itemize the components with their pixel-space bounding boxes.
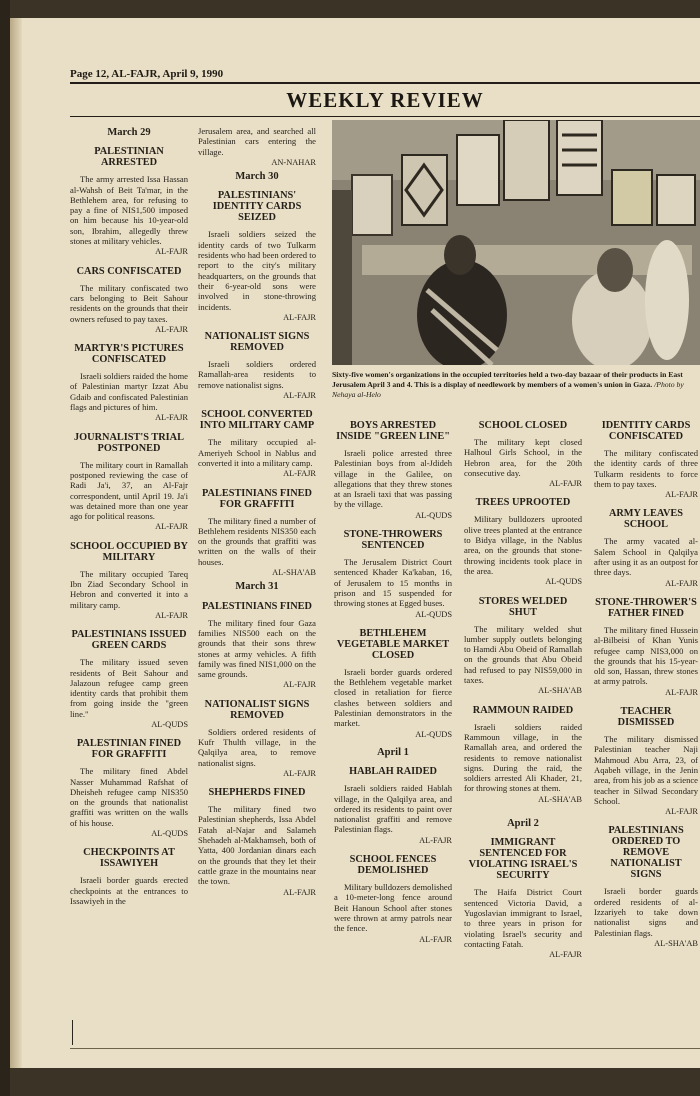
header-rule [70,82,700,84]
article-body: Military bulldozers demolished a 10-meter-long fence around Beit Hanoun School after stones were thrown at army patrols near the fence. [334,882,452,934]
article-headline: PALESTINIANS ISSUED GREEN CARDS [71,629,187,652]
article-headline: SHEPHERDS FINED [208,787,306,799]
article-source: AL-FAJR [283,768,316,778]
article-source: AL-FAJR [155,610,188,620]
article-body: Military bulldozers uprooted olive trees planted at the entrance to Bidya village, in the Nablus area, on the grounds that stone-throwing incidents took place in the area. [464,514,582,576]
article-body: The military dismissed Palestinian teacher Naji Mahmoud Abu Arra, 23, of Aqabeh village, in the Jenin area, from his job as a science teacher in Silwad Secondary School. [594,734,698,806]
article-body: Israeli police arrested three Palestinian boys from al-Jdideh village in the Galilee, on allegations that they threw stones at an Israeli taxi that was passing by the village. [334,448,452,510]
article-headline: PALESTINIANS FINED [202,600,312,612]
article-source: AL-FAJR [665,490,698,500]
article-body: The military fined Abdel Nasser Muhammad Rafshat of Dheisheh refugee camp NIS350 on the grounds that nationalist graffiti was written on the walls of his house. [70,766,188,828]
article-headline: CARS CONFISCATED [76,265,182,277]
article-headline: JOURNALIST'S TRIAL POSTPONED [74,431,184,454]
article-body: The military fined a number of Bethlehem residents NIS350 each on the grounds that graffiti was written on the walls of their houses. [198,515,316,567]
date-heading: April 1 [377,746,409,758]
article-body: Israeli soldiers raided Hablah village, in the Qalqilya area, and ordered its residents to paint over nationalist graffiti and remove Palestinian flags. [334,783,452,835]
article-body: The military confiscated two cars belonging to Beit Sahour residents on the grounds that their owners refused to pay taxes. [70,282,188,324]
article-headline: IDENTITY CARDS CONFISCATED [601,420,691,442]
column-3 [334,420,452,949]
article-source: AL-FAJR [155,324,188,334]
article-headline: CHECKPOINTS AT ISSAWIYEH [83,847,175,870]
article-body: Israeli soldiers seized the identity cards of two Tulkarm residents who had been ordered to report to the city's military headquarters, on the grounds that their 6-year-old sons were involved in stone-throwing incidents. [198,229,316,312]
article-body: The Haifa District Court sentenced Victoria David, a Yugoslavian immigrant to Israel, to three years in prison for violating Israel's security and contacting Fatah. [464,887,582,949]
date-heading: March 31 [235,581,279,593]
column-4 [464,420,582,964]
article-body: Israeli border guards ordered residents of al-Izzariyeh to take down nationalist signs and Palestinian flags. [594,886,698,938]
article-headline: NATIONALIST SIGNS REMOVED [204,698,310,721]
article-source: AL-SHA'AB [654,938,698,948]
article-body: The military issued seven residents of Beit Sahour and Jalazoun refugee camp green identity cards that prohibit them from going inside the "green line." [70,657,188,719]
article-headline: PALESTINIAN FINED FOR GRAFFITI [76,738,182,761]
article-source: AL-QUDS [415,609,452,619]
article-headline: TEACHER DISMISSED [617,706,675,729]
scanner-edge [0,0,10,1096]
article-source: AL-FAJR [549,479,582,489]
article-headline: PALESTINIANS FINED FOR GRAFFITI [202,487,312,510]
article-body: The Jerusalem District Court sentenced Khader Ka'kaban, 16, of Jerusalem to 15 months in prison and 15 suspended for throwing stones at Egged buses. [334,557,452,609]
article-source: AL-QUDS [151,719,188,729]
article-body: The military court in Ramallah postponed reviewing the case of Radi Ja'i, 37, an Al-Fajr correspondent, until April 19. Ja'i was detained more than one year ago for political reasons. [70,459,188,522]
article-source: AL-SHA'AB [272,568,316,578]
article-headline: SCHOOL CLOSED [478,420,568,431]
article-headline: NATIONALIST SIGNS REMOVED [204,331,310,354]
article-source: AL-SHA'AB [538,686,582,696]
article-headline: STORES WELDED SHUT [478,595,568,618]
article-headline: HABLAH RAIDED [349,766,437,778]
article-body: Israeli soldiers raided the home of Palestinian martyr Izzat Abu Gdaib and confiscated Palestinian flags and pictures of him. [70,371,188,413]
article-source: AL-FAJR [665,687,698,697]
article-source: AL-QUDS [415,729,452,739]
page-bottom-rule [70,1048,700,1049]
article-source: AL-QUDS [545,577,582,587]
article-source: AL-FAJR [665,807,698,817]
article-body: The military kept closed Halhoul Girls School, in the Hebron area, for the 20th consecutive day. [464,437,582,478]
page-header: Page 12, AL-FAJR, April 9, 1990 [70,68,224,80]
column-1 [70,126,188,906]
article-headline: PALESTINIANS' IDENTITY CARDS SEIZED [212,190,302,224]
article-body: Soldiers ordered residents of Kufr Thulth village, in the Qalqilya area, to remove nationalist signs. [198,726,316,768]
article-body: Israeli border guards erected checkpoints at the entrances to Issawiyeh in the [70,875,188,906]
article-headline: PALESTINIAN ARRESTED [94,146,164,169]
article-headline: STONE-THROWERS SENTENCED [343,529,443,552]
article-source: AN-NAHAR [271,157,316,167]
photo-caption [332,370,698,400]
article-source: AL-QUDS [151,829,188,839]
column-5 [594,420,698,953]
article-source: AL-FAJR [283,312,316,322]
title-rule [70,116,700,117]
article-headline: IMMIGRANT SENTENCED FOR VIOLATING ISRAEL'S SECURITY [468,837,578,882]
page-binding [10,18,22,1068]
caption-text: Sixty-five women's organizations in the occupied territories held a two-day bazaar of their products in East Jerusalem April 3 and 4. This is a display of needlework by members of a women's union in Gaza. [332,370,683,389]
article-headline: SCHOOL OCCUPIED BY MILITARY [70,540,188,563]
article-body-continued: Jerusalem area, and searched all Palestinian cars entering the village. [198,126,316,157]
article-body: The military fined two Palestinian shepherds, Issa Abdel Fatah al-Najar and Salameh Shehadeh al-Makhamseh, both of Yatta, 400 Jordanian dinars each on the grounds that they let their cattle graze in the mountains near the town. [198,804,316,887]
article-source: AL-FAJR [549,950,582,960]
section-title: WEEKLY REVIEW [286,88,484,112]
article-source: AL-FAJR [283,887,316,897]
article-headline: BETHLEHEM VEGETABLE MARKET CLOSED [336,627,450,661]
article-body: The military fined Hussein al-Bilbeisi of Khan Yunis refugee camp NIS3,000 on the grounds that his 15-year-old son, Hassan, threw stones at army patrols. [594,624,698,687]
article-headline: SCHOOL FENCES DEMOLISHED [349,854,437,877]
article-source: AL-FAJR [665,578,698,588]
article-body: The military occupied Tareq Ibn Ziad Secondary School in Hebron and converted it into a military camp. [70,568,188,610]
column-2 [198,126,316,902]
margin-mark [72,1020,73,1045]
article-body: The army vacated al-Salem School in Qalqilya after using it as an outpost for three days. [594,536,698,578]
article-headline: ARMY LEAVES SCHOOL [608,508,684,531]
article-headline: STONE-THROWER'S FATHER FINED [595,596,697,619]
article-source: AL-FAJR [419,835,452,845]
article-body: The military occupied al-Ameriyeh School in Nablus and converted it into a military camp. [198,437,316,468]
article-body: The military confiscated the identity cards of three Tulkarm residents to force them to pay taxes. [594,448,698,489]
article-headline: TREES UPROOTED [475,497,571,509]
date-heading: March 29 [107,127,151,138]
article-source: AL-FAJR [283,680,316,690]
article-headline: SCHOOL CONVERTED INTO MILITARY CAMP [199,409,315,432]
article-body: Israeli soldiers raided Rammoun village, in the Ramallah area, and ordered the residents to remove nationalist signs. During the raid, the soldiers arrested Ali Khader, 21, for throwing stones at them. [464,721,582,794]
needlework-display-image [332,120,700,365]
date-heading: March 30 [235,171,279,183]
article-headline: RAMMOUN RAIDED [472,704,574,716]
article-source: AL-FAJR [283,469,316,479]
article-headline: MARTYR'S PICTURES CONFISCATED [74,343,184,366]
article-body: The military fined four Gaza families NIS500 each on the grounds that their sons threw stones at army vehicles. A fifth family was fined NIS1,000 on the same grounds. [198,617,316,680]
photo-credit: /Photo by Nehaya al-Helo [332,380,684,399]
article-source: AL-FAJR [155,247,188,257]
article-source: AL-FAJR [155,522,188,532]
article-body: The military welded shut lumber supply outlets belonging to Hamdi Abu Obeid of Ramallah on the grounds that Abu Obeid had refused to pay NIS59,000 in taxes. [464,623,582,686]
date-heading: April 2 [507,818,539,830]
article-source: AL-QUDS [415,510,452,520]
article-body: Israeli border guards ordered the Bethlehem vegetable market closed in retaliation for fierce clashes between soldiers and Palestinian demonstrators in the market. [334,666,452,729]
article-body: The army arrested Issa Hassan al-Wahsh of Beit Ta'mar, in the Bethlehem area, for refusing to pay a fine of NIS1,500 imposed on him because his 10-year-old son, Ibrahim, allegedly threw stones at military vehicles. [70,174,188,247]
article-body: Israeli soldiers ordered Ramallah-area residents to remove nationalist signs. [198,359,316,390]
article-source: AL-FAJR [283,391,316,401]
article-headline: PALESTINIANS ORDERED TO REMOVE NATIONALIST SIGNS [608,825,684,881]
bazaar-photo [332,120,700,365]
article-source: AL-SHA'AB [538,794,582,804]
article-source: AL-FAJR [155,413,188,423]
article-headline: BOYS ARRESTED INSIDE "GREEN LINE" [336,420,450,442]
article-source: AL-FAJR [419,934,452,944]
